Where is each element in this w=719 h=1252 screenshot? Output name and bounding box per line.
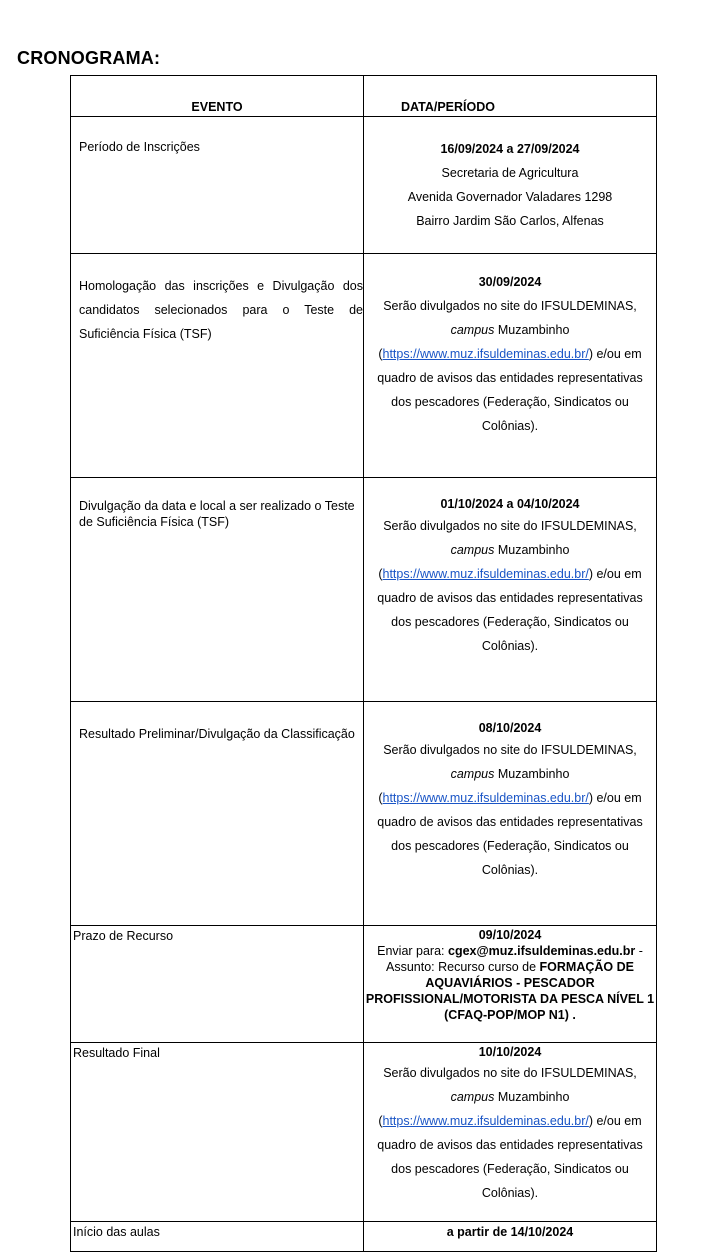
after-url: ) e/ou em [588,791,642,805]
schedule-table [70,75,657,1252]
divulgacao-line: quadro de avisos das entidades representativas [377,1138,643,1152]
site-link[interactable]: https://www.muz.ifsuldeminas.edu.br/ [382,567,589,581]
divulgacao-line: Colônias). [481,419,539,433]
date-text: 30/09/2024 [478,275,542,289]
divulgacao-line: quadro de avisos das entidades representativas [377,371,643,385]
table-row [71,117,657,254]
data-cell [364,1222,657,1252]
table-row [71,478,657,702]
divulgacao-line [364,786,656,810]
page-title: CRONOGRAMA: [17,48,161,68]
evento-cell: Período de Inscrições [71,117,364,254]
divulgacao-line: Serão divulgados no site do IFSULDEMINAS, [383,743,637,757]
site-link[interactable]: https://www.muz.ifsuldeminas.edu.br/ [382,347,589,361]
email-address: cgex@muz.ifsuldeminas.edu.br [448,944,636,958]
divulgacao-line: Colônias). [481,639,539,653]
campus-name: Muzambinho [494,543,570,557]
campus-name: Muzambinho [494,323,570,337]
table-header-row [71,76,657,117]
divulgacao-line: dos pescadores (Federação, Sindicatos ou [391,1162,629,1176]
evento-cell: Homologação das inscrições e Divulgação dos candidatos selecionados para o Teste de Suficiência Física (TSF) [71,254,364,478]
divulgacao-line [364,318,656,342]
header-evento: EVENTO [71,76,364,117]
campus-italic: campus [450,767,495,781]
paren: ( [378,1114,383,1128]
divulgacao-line [364,342,656,366]
divulgacao-line: Colônias). [481,863,539,877]
location-line: Secretaria de Agricultura [441,166,579,180]
paren: ( [378,791,383,805]
divulgacao-line: dos pescadores (Federação, Sindicatos ou [391,395,629,409]
date-text: 09/10/2024 [478,928,542,942]
divulgacao-line: dos pescadores (Federação, Sindicatos ou [391,839,629,853]
divulgacao-line: Serão divulgados no site do IFSULDEMINAS, [383,299,637,313]
campus-name: Muzambinho [494,1090,570,1104]
divulgacao-line [364,762,656,786]
campus-italic: campus [450,543,495,557]
divulgacao-line: quadro de avisos das entidades representativas [377,591,643,605]
data-cell [364,926,657,1043]
campus-italic: campus [450,323,495,337]
paren: ( [378,567,383,581]
data-cell [364,117,657,254]
table-row [71,926,657,1043]
evento-cell: Prazo de Recurso [71,926,364,1043]
campus-italic: campus [450,1090,495,1104]
date-text: a partir de 14/10/2024 [446,1225,574,1239]
evento-cell: Início das aulas [71,1222,364,1252]
date-text: 10/10/2024 [478,1045,542,1059]
divulgacao-line: Colônias). [481,1186,539,1200]
evento-cell: Resultado Preliminar/Divulgação da Classificação [71,702,364,926]
data-cell [364,702,657,926]
header-data-periodo: DATA/PERÍODO [364,76,657,117]
after-url: ) e/ou em [588,347,642,361]
subject-prefix: - Assunto: Recurso curso de [386,944,643,974]
data-cell [364,478,657,702]
date-text: 01/10/2024 a 04/10/2024 [440,497,580,511]
data-cell [364,254,657,478]
divulgacao-line: Serão divulgados no site do IFSULDEMINAS, [383,1066,637,1080]
evento-cell: Resultado Final [71,1043,364,1222]
table-row [71,702,657,926]
site-link[interactable]: https://www.muz.ifsuldeminas.edu.br/ [382,1114,589,1128]
divulgacao-line: quadro de avisos das entidades representativas [377,815,643,829]
send-label: Enviar para: [377,944,448,958]
date-text: 08/10/2024 [478,721,542,735]
campus-name: Muzambinho [494,767,570,781]
recurso-instructions [364,943,656,1023]
divulgacao-line: dos pescadores (Federação, Sindicatos ou [391,615,629,629]
divulgacao-line [364,1109,656,1133]
table-row [71,1222,657,1252]
table-row [71,254,657,478]
location-line: Avenida Governador Valadares 1298 [407,190,613,204]
divulgacao-line [364,562,656,586]
divulgacao-line [364,538,656,562]
after-url: ) e/ou em [588,567,642,581]
subject-course: FORMAÇÃO DE AQUAVIÁRIOS - PESCADOR PROFISSIONAL/MOTORISTA DA PESCA NÍVEL 1 (CFAQ-POP/MOP N1) . [365,960,655,1022]
location-line: Bairro Jardim São Carlos, Alfenas [416,214,604,228]
divulgacao-line [364,1085,656,1109]
table-row [71,1043,657,1222]
paren: ( [378,347,383,361]
date-text: 16/09/2024 a 27/09/2024 [440,142,580,156]
evento-cell: Divulgação da data e local a ser realizado o Teste de Suficiência Física (TSF) [71,478,364,702]
divulgacao-line: Serão divulgados no site do IFSULDEMINAS, [383,519,637,533]
site-link[interactable]: https://www.muz.ifsuldeminas.edu.br/ [382,791,589,805]
after-url: ) e/ou em [588,1114,642,1128]
data-cell [364,1043,657,1222]
